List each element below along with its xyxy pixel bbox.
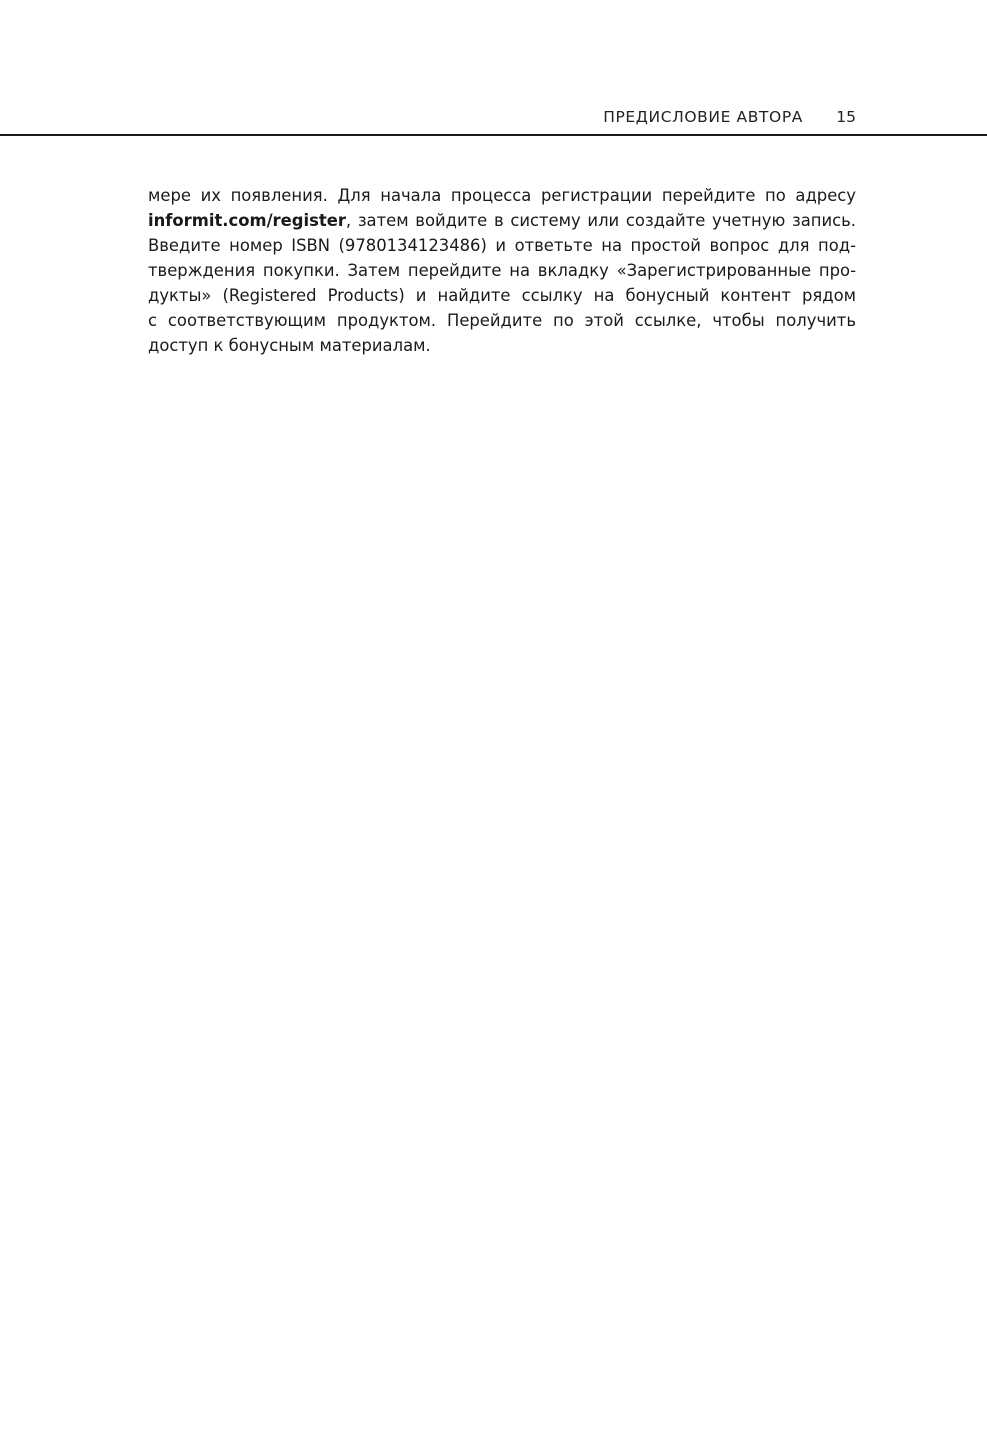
text-line: доступ к бонусным материалам. (148, 336, 431, 355)
section-title: ПРЕДИСЛОВИЕ АВТОРА (603, 108, 803, 126)
text-line: тверждения покупки. Затем перейдите на вкладку «Зарегистрированные про- (148, 261, 856, 280)
text-line: мере их появления. Для начала процесса регистрации перейдите по адресу (148, 186, 856, 205)
text-line: с соответствующим продуктом. Перейдите по этой ссылке, чтобы получить (148, 311, 856, 330)
text-fragment: , затем войдите в систему или создайте учетную запись. (345, 211, 856, 230)
text-line: Введите номер ISBN (9780134123486) и ответьте на простой вопрос для под- (148, 236, 856, 255)
page-number: 15 (836, 108, 856, 126)
body-paragraph (148, 183, 856, 358)
running-header (0, 104, 987, 136)
text-line: дукты» (Registered Products) и найдите ссылку на бонусный контент рядом (148, 286, 856, 305)
text-line (148, 208, 856, 233)
register-url: informit.com/register (148, 211, 346, 230)
